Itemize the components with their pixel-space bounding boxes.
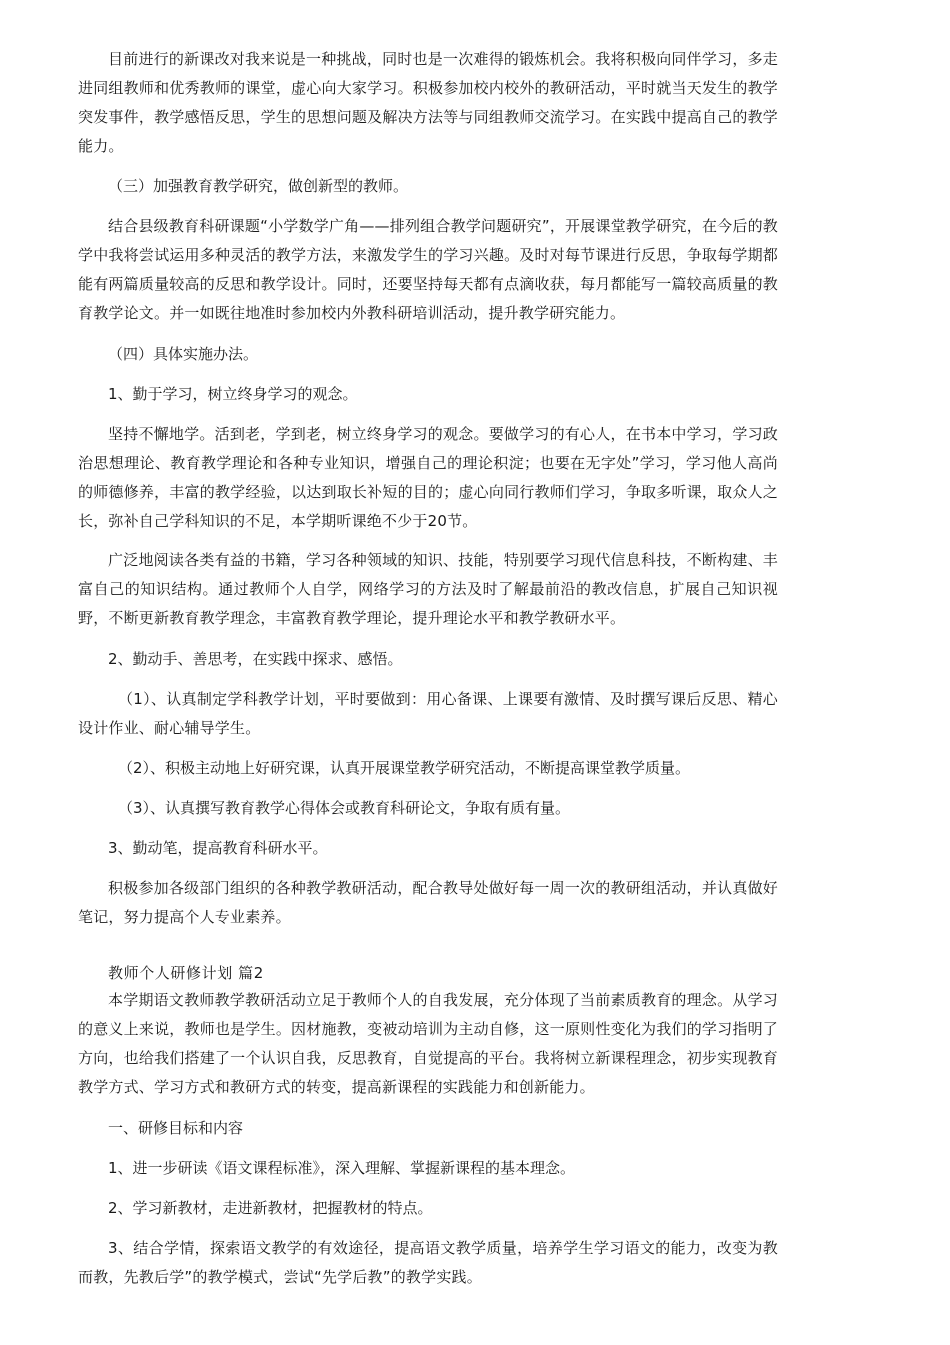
heading-implementation: （四）具体实施办法。 [108, 345, 259, 363]
heading-goals: 一、研修目标和内容 [108, 1119, 244, 1137]
goal-item-1: 1、进一步研读《语文课程标准》，深入理解、掌握新课程的基本理念。 [108, 1159, 576, 1177]
paragraph-intro: 本学期语文教师教学教研活动立足于教师个人的自我发展，充分体现了当前素质教育的理念。从学习的意义上来说，教师也是学生。因材施教，变被动培训为主动自修，这一原则性变化为我们的学习指明了方向，也给我们搭建了一个认识自我，反思教育，自觉提高的平台。我将树立新课程理念，初步实现教育教学方式、学习方式和教研方式的转变，提高新课程的实践能力和创新能力。 [78, 991, 778, 1096]
heading-research: （三）加强教育教学研究，做创新型的教师。 [108, 177, 409, 195]
paragraph-activities: 积极参加各级部门组织的各种教学教研活动，配合教导处做好每一周一次的教研组活动，并认真做好笔记，努力提高个人专业素养。 [78, 879, 778, 926]
item-practice: 2、勤动手、善思考，在实践中探求、感悟。 [108, 650, 403, 668]
goal-item-2: 2、学习新教材，走进新教材，把握教材的特点。 [108, 1199, 433, 1217]
paragraph-research: 结合县级教育科研课题“小学数学广角——排列组合教学问题研究”，开展课堂教学研究，在今后的教学中我将尝试运用多种灵活的教学方法，来激发学生的学习兴趣。及时对每节课进行反思，争取每学期都能有两篇质量较高的反思和教学设计。同时，还要坚持每天都有点滴收获，每月都能写一篇较高质量的教育教学论文。并一如既往地准时参加校内外教科研培训活动，提升教学研究能力。 [78, 217, 778, 322]
sub-item-2: （2）、积极主动地上好研究课，认真开展课堂教学研究活动，不断提高课堂教学质量。 [118, 759, 691, 777]
goal-item-3: 3、结合学情，探索语文教学的有效途径，提高语文教学质量，培养学生学习语文的能力，改变为教而教，先教后学”的教学模式，尝试“先学后教”的教学实践。 [78, 1239, 778, 1286]
section-title: 教师个人研修计划 篇2 [108, 964, 264, 982]
paragraph-lifelong-learning: 坚持不懈地学。活到老，学到老，树立终身学习的观念。要做学习的有心人，在书本中学习，学习政治思想理论、教育教学理论和各种专业知识，增强自己的理论积淀；也要在无字处”学习，学习他人高尚的师德修养，丰富的教学经验，以达到取长补短的目的；虚心向同行教师们学习，争取多听课，取众人之长，弥补自己学科知识的不足，本学期听课绝不少于20节。 [78, 425, 778, 530]
sub-item-3: （3）、认真撰写教育教学心得体会或教育科研论文，争取有质有量。 [118, 799, 571, 817]
paragraph-reading: 广泛地阅读各类有益的书籍，学习各种领域的知识、技能，特别要学习现代信息科技，不断构建、丰富自己的知识结构。通过教师个人自学，网络学习的方法及时了解最前沿的教改信息，扩展自己知识视野，不断更新教育教学理念，丰富教育教学理论，提升理论水平和教学教研水平。 [78, 551, 778, 627]
item-writing: 3、勤动笔，提高教育科研水平。 [108, 839, 328, 857]
paragraph-peer-learning: 目前进行的新课改对我来说是一种挑战，同时也是一次难得的锻炼机会。我将积极向同伴学习，多走进同组教师和优秀教师的课堂，虚心向大家学习。积极参加校内校外的教研活动，平时就当天发生的教学突发事件，教学感悟反思，学生的思想问题及解决方法等与同组教师交流学习。在实践中提高自己的教学能力。 [78, 50, 778, 155]
sub-item-1: （1）、认真制定学科教学计划，平时要做到：用心备课、上课要有激情、及时撰写课后反思、精心设计作业、耐心辅导学生。 [78, 690, 778, 737]
item-diligent-learning: 1、勤于学习，树立终身学习的观念。 [108, 385, 358, 403]
